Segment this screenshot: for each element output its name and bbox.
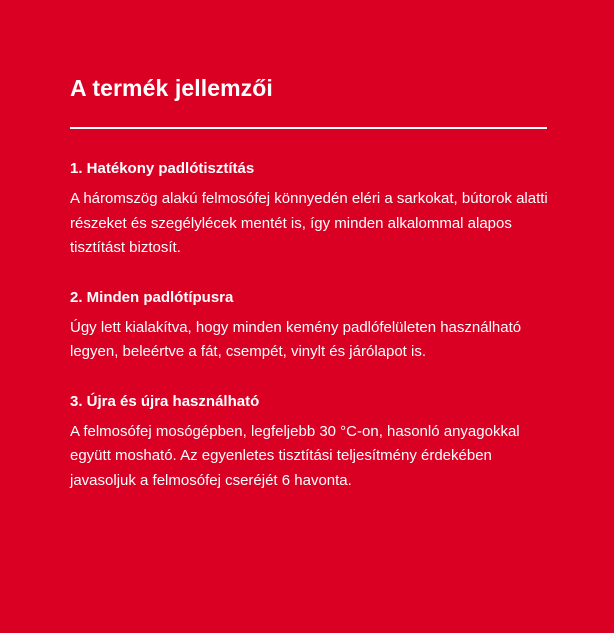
feature-text-3: A felmosófej mosógépben, legfeljebb 30 °C-on, hasonló anyagokkal együtt mosható. Az egyenletes tisztítási teljesítmény érdekében javasoljuk a felmosófej cseréjét 6 havonta. [70, 422, 520, 489]
feature-text-1: A háromszög alakú felmosófej könnyedén eléri a sarkokat, bútorok alatti részeket és szegélylécek mentét is, így minden alkalommal alapos tisztítást biztosít. [70, 190, 548, 256]
feature-heading-2: 2. Minden padlótípusra [70, 288, 234, 306]
feature-item-2 [70, 288, 546, 365]
feature-item-1 [70, 159, 546, 261]
section-title: A termék jellemzői [70, 75, 273, 101]
feature-item-3 [70, 392, 546, 494]
title-divider [70, 127, 547, 129]
feature-heading-1: 1. Hatékony padlótisztítás [70, 160, 255, 177]
feature-heading-3: 3. Újra és újra használható [70, 392, 260, 410]
feature-text-2: Úgy lett kialakítva, hogy minden kemény padlófelületen használható legyen, beleértve a fát, csempét, vinylt és járólapot is. [70, 318, 522, 360]
